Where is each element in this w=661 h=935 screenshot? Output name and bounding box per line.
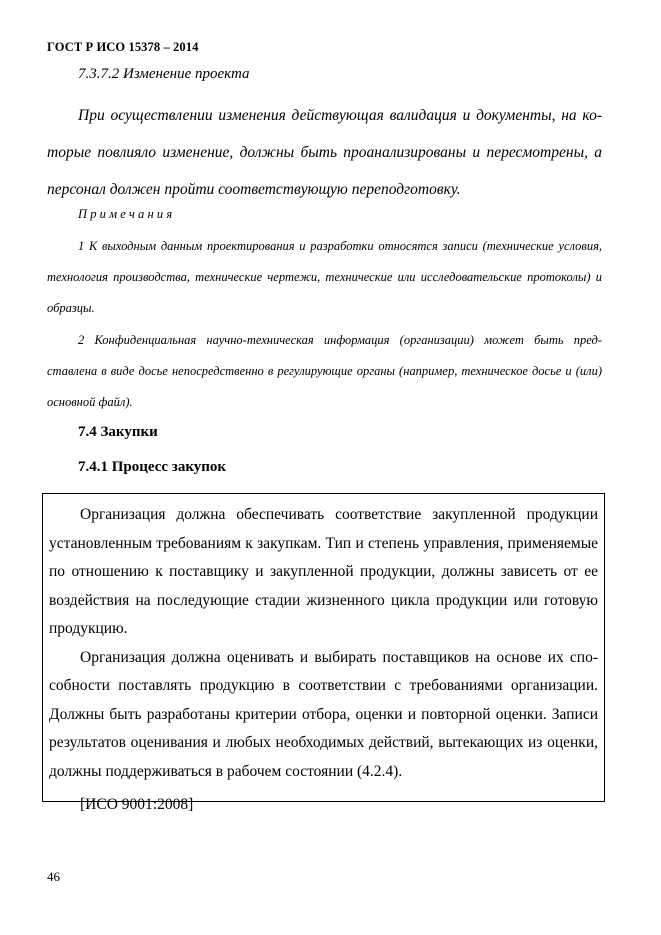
framed-paragraph-1: Организация должна обеспечивать соответствие закупленной продукции установленным требованиям к закупкам. Тип и степень управления, применяемые по отношению к поставщику и закупленной продукции, должны зависеть от ее воздействия на последующие стадии жизненного цикла продукции или готовую продукцию. (49, 506, 598, 637)
subsection-title: 7.4.1 Процесс закупок (78, 459, 227, 475)
framed-paragraph-2: Организация должна оценивать и выбирать поставщиков на основе их спо-собности поставлять продукцию в соответствии с требованиями организации. Должны быть разработаны критерии отбора, оценки и повторной оценки. Записи результатов оценивания и любых необходимых действий, вытекающих из оценки, должны поддерживаться в рабочем состоянии (4.2.4). (49, 648, 598, 780)
notes-title: Примечания (78, 207, 176, 221)
clause-paragraph: При осуществлении изменения действующая валидация и документы, на ко-торые повлияло изменение, должны быть проанализированы и пересмотрены, а персонал должен пройти соответствующую переподготовку. (47, 107, 602, 198)
note-item-2: 2 Конфиденциальная научно-техническая информация (организации) может быть пред-ставлена в виде досье непосредственно в регулирующие органы (например, техническое досье и (или) основной файл). (47, 333, 602, 409)
page-number: 46 (47, 869, 60, 884)
clause-title: 7.3.7.2 Изменение проекта (78, 66, 250, 82)
framed-requirements-box (42, 493, 605, 813)
note-item-1: 1 К выходным данным проектирования и разработки относятся записи (технические условия, технология производства, технические чертежи, технические или исследовательские протоколы) и образцы. (47, 239, 602, 315)
standard-reference: [ИСО 9001:2008] (80, 796, 194, 813)
section-title: 7.4 Закупки (78, 424, 158, 440)
document-code-header: ГОСТ Р ИСО 15378 – 2014 (47, 40, 199, 54)
